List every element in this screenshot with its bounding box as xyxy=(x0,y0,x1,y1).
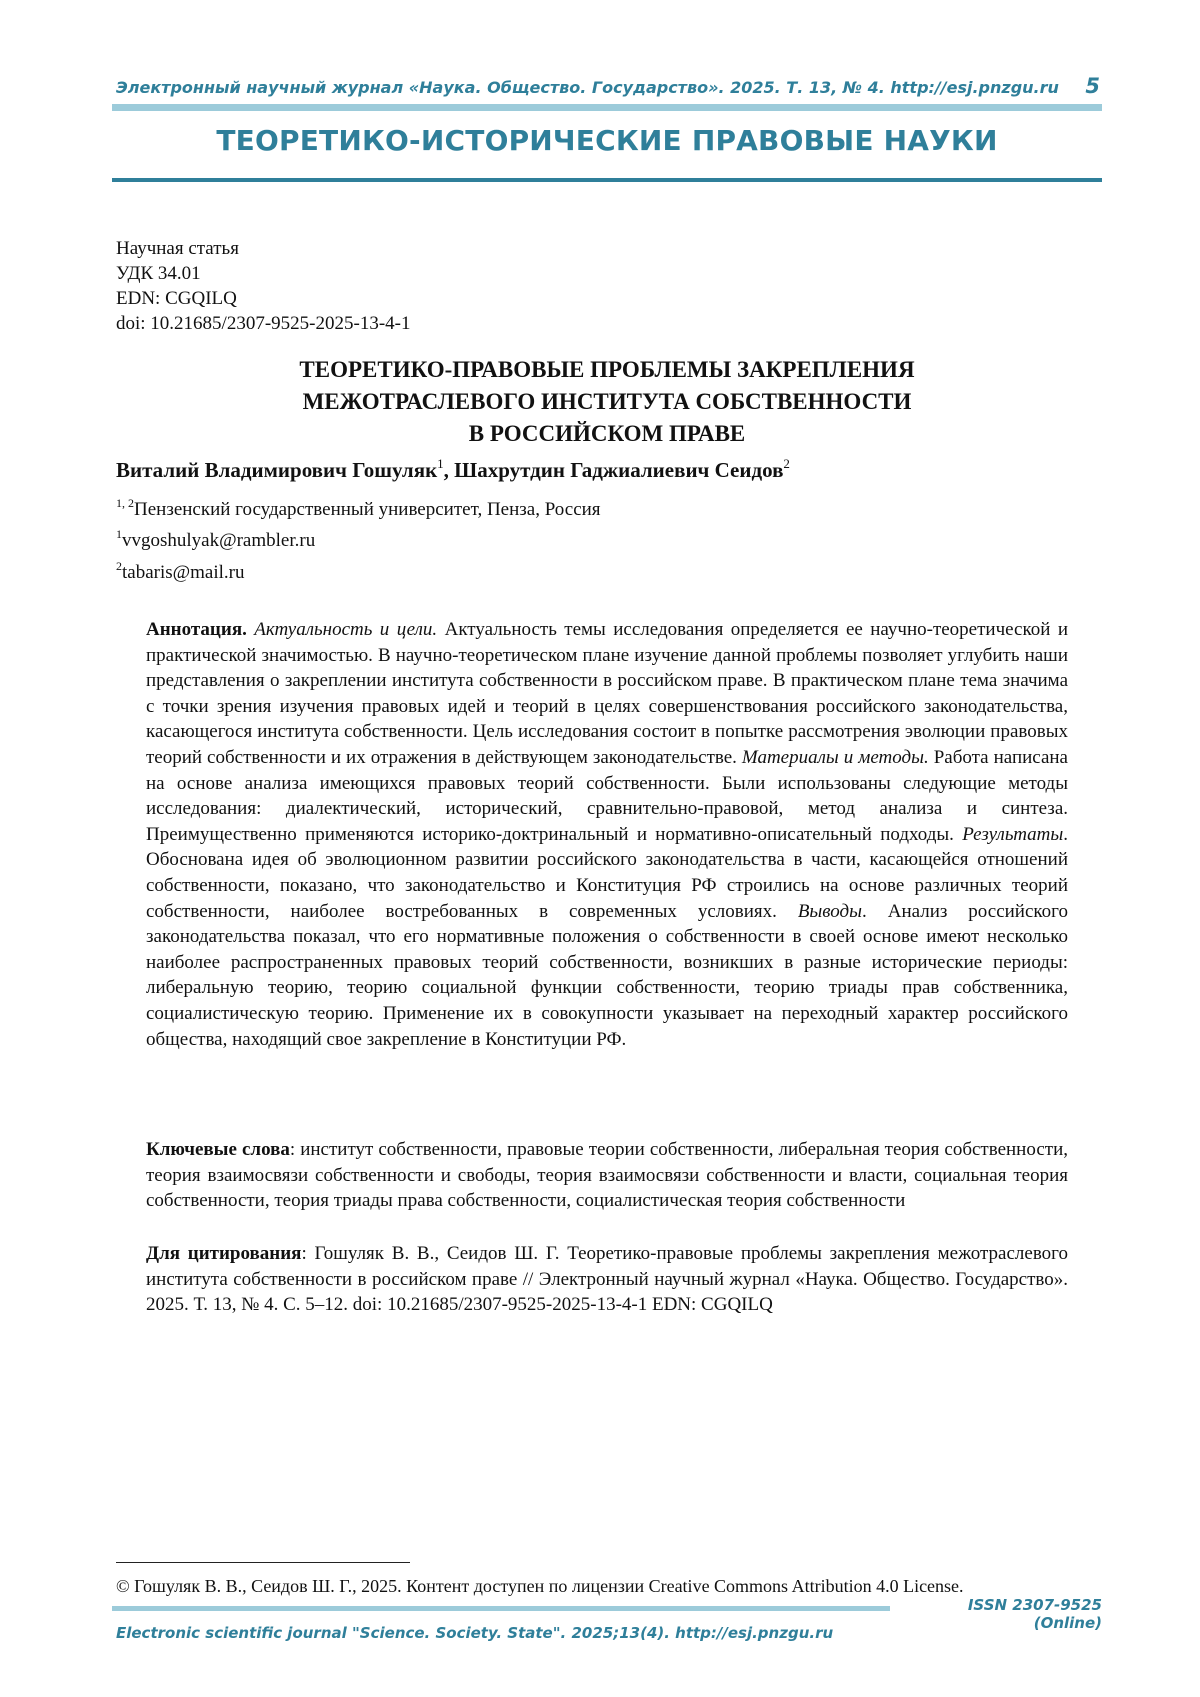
email-mark: 2 xyxy=(116,559,122,573)
email-link[interactable]: tabaris@mail.ru xyxy=(122,562,245,583)
email-mark: 1 xyxy=(116,527,122,541)
abstract-methods-text: Работа написана на основе анализа имеющихся правовых теорий собственности. Были использованы следующие методы исследования: диалектический, исторический, сравнительно-правовой, метод анализа и синтеза. Преимущественно применяются историко-доктринальный и нормативно-описательный подходы. xyxy=(146,746,1068,845)
keywords-text: : институт собственности, правовые теории собственности, либеральная теория собственности, теория взаимосвязи собственности и свободы, теория взаимосвязи собственности и власти, социальная теория собственности, теория триады права собственности, социалистическая теория собственности xyxy=(146,1139,1068,1212)
article-type: Научная статья xyxy=(116,238,239,259)
abstract-methods-label: Материалы и методы. xyxy=(741,746,929,768)
abstract-results-label: Результаты xyxy=(962,823,1064,845)
keywords xyxy=(146,1137,1068,1214)
abstract xyxy=(146,617,1068,1052)
author-name: Шахрутдин Гаджиалиевич Сеидов xyxy=(454,458,784,482)
author-affil-mark: 2 xyxy=(783,456,790,471)
abstract-label: Аннотация. xyxy=(146,619,247,640)
footer-rule xyxy=(112,1606,890,1611)
abstract-relevance-text: Актуальность темы исследования определяется ее научно-теоретической и практической значимостью. В научно-теоретическом плане изучение данной проблемы позволяет углубить наши представления о закреплении института собственности в российском праве. В практическом плане тема значима с точки зрения изучения правовых идей и теорий в целях совершенствования российского законодательства, касающегося института собственности. Цель исследования состоит в попытке рассмотрения эволюции правовых теорий собственности и их отражения в действующем законодательстве. xyxy=(146,619,1069,768)
affiliation xyxy=(116,496,601,521)
article-meta xyxy=(116,236,410,336)
running-head xyxy=(116,74,1102,98)
footer-journal-line: Electronic scientific journal "Science. Society. State". 2025;13(4). http://esj.pnzgu.ru xyxy=(116,1624,834,1642)
abstract-results-text: . Обоснована идея об эволюционном развитии российского законодательства в части, касающейся отношений собственности, показано, что законодательство и Конституция РФ строились на основе различных теорий собственности, наиболее востребованных в современных условиях. xyxy=(146,823,1069,922)
abstract-relevance-label: Актуальность и цели. xyxy=(254,619,438,640)
title-line: В РОССИЙСКОМ ПРАВЕ xyxy=(468,421,746,446)
article-title xyxy=(116,354,1098,450)
citation-text: : Гошуляк В. В., Сеидов Ш. Г. Теоретико-правовые проблемы закрепления межотраслевого института собственности в российском праве // Электронный научный журнал «Наука. Общество. Государство». 2025. Т. 13, № 4. С. 5–12. doi: 10.21685/2307-9525-2025-13-4-1 EDN: CGQILQ xyxy=(146,1243,1068,1316)
section-title: ТЕОРЕТИКО-ИСТОРИЧЕСКИЕ ПРАВОВЫЕ НАУКИ xyxy=(216,124,998,157)
running-head-text: Электронный научный журнал «Наука. Общество. Государство». 2025. Т. 13, № 4. http://esj.pnzgu.ru xyxy=(116,78,1059,97)
author-separator: , xyxy=(443,458,455,482)
keywords-label: Ключевые слова xyxy=(146,1139,290,1160)
footnote-rule xyxy=(116,1562,410,1563)
author-email xyxy=(116,559,245,584)
author-email xyxy=(116,527,315,552)
title-line: МЕЖОТРАСЛЕВОГО ИНСТИТУТА СОБСТВЕННОСТИ xyxy=(302,389,912,414)
affiliation-text: Пензенский государственный университет, Пенза, Россия xyxy=(134,499,601,520)
abstract-conclusions-text: . Анализ российского законодательства показал, что его нормативные положения о собственности в своей основе имеют несколько наиболее распространенных правовых теорий собственности, возникших в разные исторические периоды: либеральную теорию, теорию социальной функции собственности, теорию триады прав собственника, социалистическую теорию. Применение их в совокупности указывает на переходный характер российского общества, находящий свое закрепление в Конституции РФ. xyxy=(146,900,1068,1050)
issn-label: ISSN 2307-9525 (Online) xyxy=(967,1596,1102,1632)
copyright-notice: © Гошуляк В. В., Сеидов Ш. Г., 2025. Контент доступен по лицензии Creative Commons Attribution 4.0 License. xyxy=(116,1576,964,1596)
page-number: 5 xyxy=(1085,74,1100,98)
abstract-conclusions-label: Выводы xyxy=(797,900,863,922)
author-list xyxy=(116,456,790,483)
author-affil-mark: 1 xyxy=(437,456,444,471)
section-rule xyxy=(112,178,1102,182)
title-line: ТЕОРЕТИКО-ПРАВОВЫЕ ПРОБЛЕМЫ ЗАКРЕПЛЕНИЯ xyxy=(299,357,915,382)
author-name: Виталий Владимирович Гошуляк xyxy=(116,458,438,482)
doi-link[interactable]: doi: 10.21685/2307-9525-2025-13-4-1 xyxy=(116,313,411,334)
header-rule xyxy=(112,104,1102,111)
citation-label: Для цитирования xyxy=(146,1243,302,1264)
email-link[interactable]: vvgoshulyak@rambler.ru xyxy=(122,530,316,551)
edn-code: EDN: CGQILQ xyxy=(116,288,237,309)
citation xyxy=(146,1241,1068,1318)
udc-code: УДК 34.01 xyxy=(116,263,201,284)
affiliation-mark: 1, 2 xyxy=(116,496,134,510)
